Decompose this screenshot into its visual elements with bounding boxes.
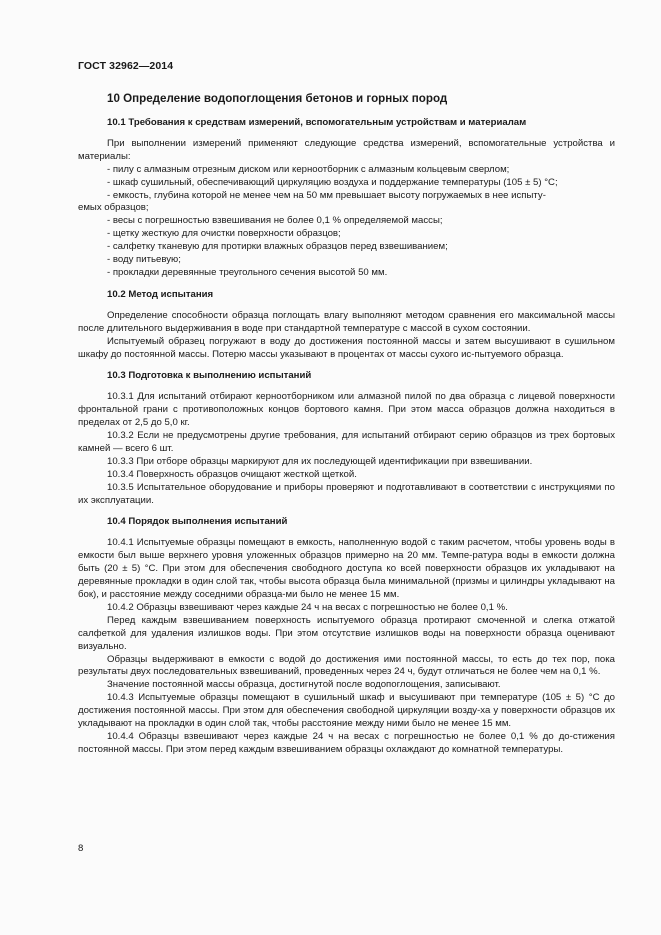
list-item: - прокладки деревянные треугольного сечения высотой 50 мм. <box>107 266 388 278</box>
paragraph: 10.4.1 Испытуемые образцы помещают в емкость, наполненную водой с таким расчетом, чтобы уровень воды в емкости был выше верхнего уровня уложенных образцов примерно на 20 мм. Темпе-ратура воды в емкости должна быть (20 ± 5) °С. При этом для обеспечения свободного доступа ко всей поверхности образцов их укладывают на деревянные прокладки в один слой так, чтобы высота образца была минимальной (призмы и цилиндры укладывают на бок), и расстояние между соседними образца-ми было не менее 15 мм. <box>78 537 615 600</box>
paragraph: 10.3.2 Если не предусмотрены другие требования, для испытаний отбирают серию образцов из трех бортовых камней — всего 6 шт. <box>78 430 615 454</box>
subsection-10-4-title: 10.4 Порядок выполнения испытаний <box>107 516 288 528</box>
paragraph: 10.3.4 Поверхность образцов очищают жесткой щеткой. <box>107 468 357 480</box>
subsection-10-2-title: 10.2 Метод испытания <box>107 288 214 300</box>
section-title: 10 Определение водопоглощения бетонов и горных пород <box>107 92 448 105</box>
list-item: - весы с погрешностью взвешивания не более 0,1 % определяемой массы; <box>107 215 443 227</box>
paragraph: 10.4.2 Образцы взвешивают через каждые 24 ч на весах с погрешностью не более 0,1 %. <box>107 601 508 613</box>
list-item-continuation: емых образцов; <box>78 202 149 214</box>
paragraph: 10.3.5 Испытательное оборудование и приборы проверяют и подготавливают в соответствии с инструкциями по их эксплуатации. <box>78 481 615 506</box>
list-item: - салфетку тканевую для протирки влажных образцов перед взвешиванием; <box>107 241 448 253</box>
list-item: - пилу с алмазным отрезным диском или керноотборник с алмазным кольцевым сверлом; <box>107 163 510 175</box>
page-number: 8 <box>78 843 84 854</box>
paragraph: Определение способности образца поглощать влагу выполняют методом сравнения его максимальной массы после длительного выдерживания в воде при стандартной температуре с массой в сухом состоянии. <box>78 309 615 334</box>
subsection-10-3-title: 10.3 Подготовка к выполнению испытаний <box>107 370 312 382</box>
paragraph: Значение постоянной массы образца, достигнутой после водопоглощения, записывают. <box>107 679 501 691</box>
subsection-10-1-intro: При выполнении измерений применяют следующие средства измерений, вспомогательные устройства и материалы: <box>78 137 615 162</box>
paragraph: 10.4.3 Испытуемые образцы помещают в сушильный шкаф и высушивают при температуре (105 ± 5) °С до достижения постоянной массы. При этом для обеспечения свободной циркуляции возду-ха у поверхности образцов их укладывают на прокладки в один слой так, чтобы расстояние между ними было не менее 15 мм. <box>78 692 615 730</box>
list-item: - воду питьевую; <box>107 254 181 266</box>
list-item: - щетку жесткую для очистки поверхности образцов; <box>107 228 341 240</box>
paragraph: Образцы выдерживают в емкости с водой до достижения ими постоянной массы, то есть до тех пор, пока результаты двух последовательных взвешиваний, проведенных через 24 ч, будут отличаться не более чем на 0,1 %. <box>78 653 615 678</box>
paragraph: Перед каждым взвешиванием поверхность испытуемого образца протирают смоченной и слегка отжатой салфеткой для удаления излишков воды. При этом отсутствие излишков воды на поверхности образца оценивают визуально. <box>78 614 615 652</box>
paragraph: Испытуемый образец погружают в воду до достижения постоянной массы и затем высушивают в сушильном шкафу до постоянной массы. Потерю массы указывают в процентах от массы сухого ис-пытуемого образца. <box>78 335 615 360</box>
list-item: - шкаф сушильный, обеспечивающий циркуляцию воздуха и поддержание температуры (105 ± 5) °С; <box>107 176 558 188</box>
paragraph: 10.3.1 Для испытаний отбирают керноотборником или алмазной пилой по два образца с лицевой поверхности фронтальной грани с противоположных концов бортового камня. При этом масса образцов должна находиться в пределах от 2,5 до 5,0 кг. <box>78 391 615 429</box>
subsection-10-1-title: 10.1 Требования к средствам измерений, вспомогательным устройствам и материалам <box>107 117 527 128</box>
paragraph: 10.3.3 При отборе образцы маркируют для их последующей идентификации при взвешивании. <box>107 455 533 467</box>
list-item: - емкость, глубина которой не менее чем на 50 мм превышает высоту погружаемых в нее испыту- <box>107 189 546 201</box>
paragraph: 10.4.4 Образцы взвешивают через каждые 24 ч на весах с погрешностью не более 0,1 % до до-стижения постоянной массы. При этом перед каждым взвешиванием образцы охлаждают до комнатной температуры. <box>78 730 615 755</box>
standard-header: ГОСТ 32962—2014 <box>78 60 174 72</box>
page-content <box>78 92 615 757</box>
